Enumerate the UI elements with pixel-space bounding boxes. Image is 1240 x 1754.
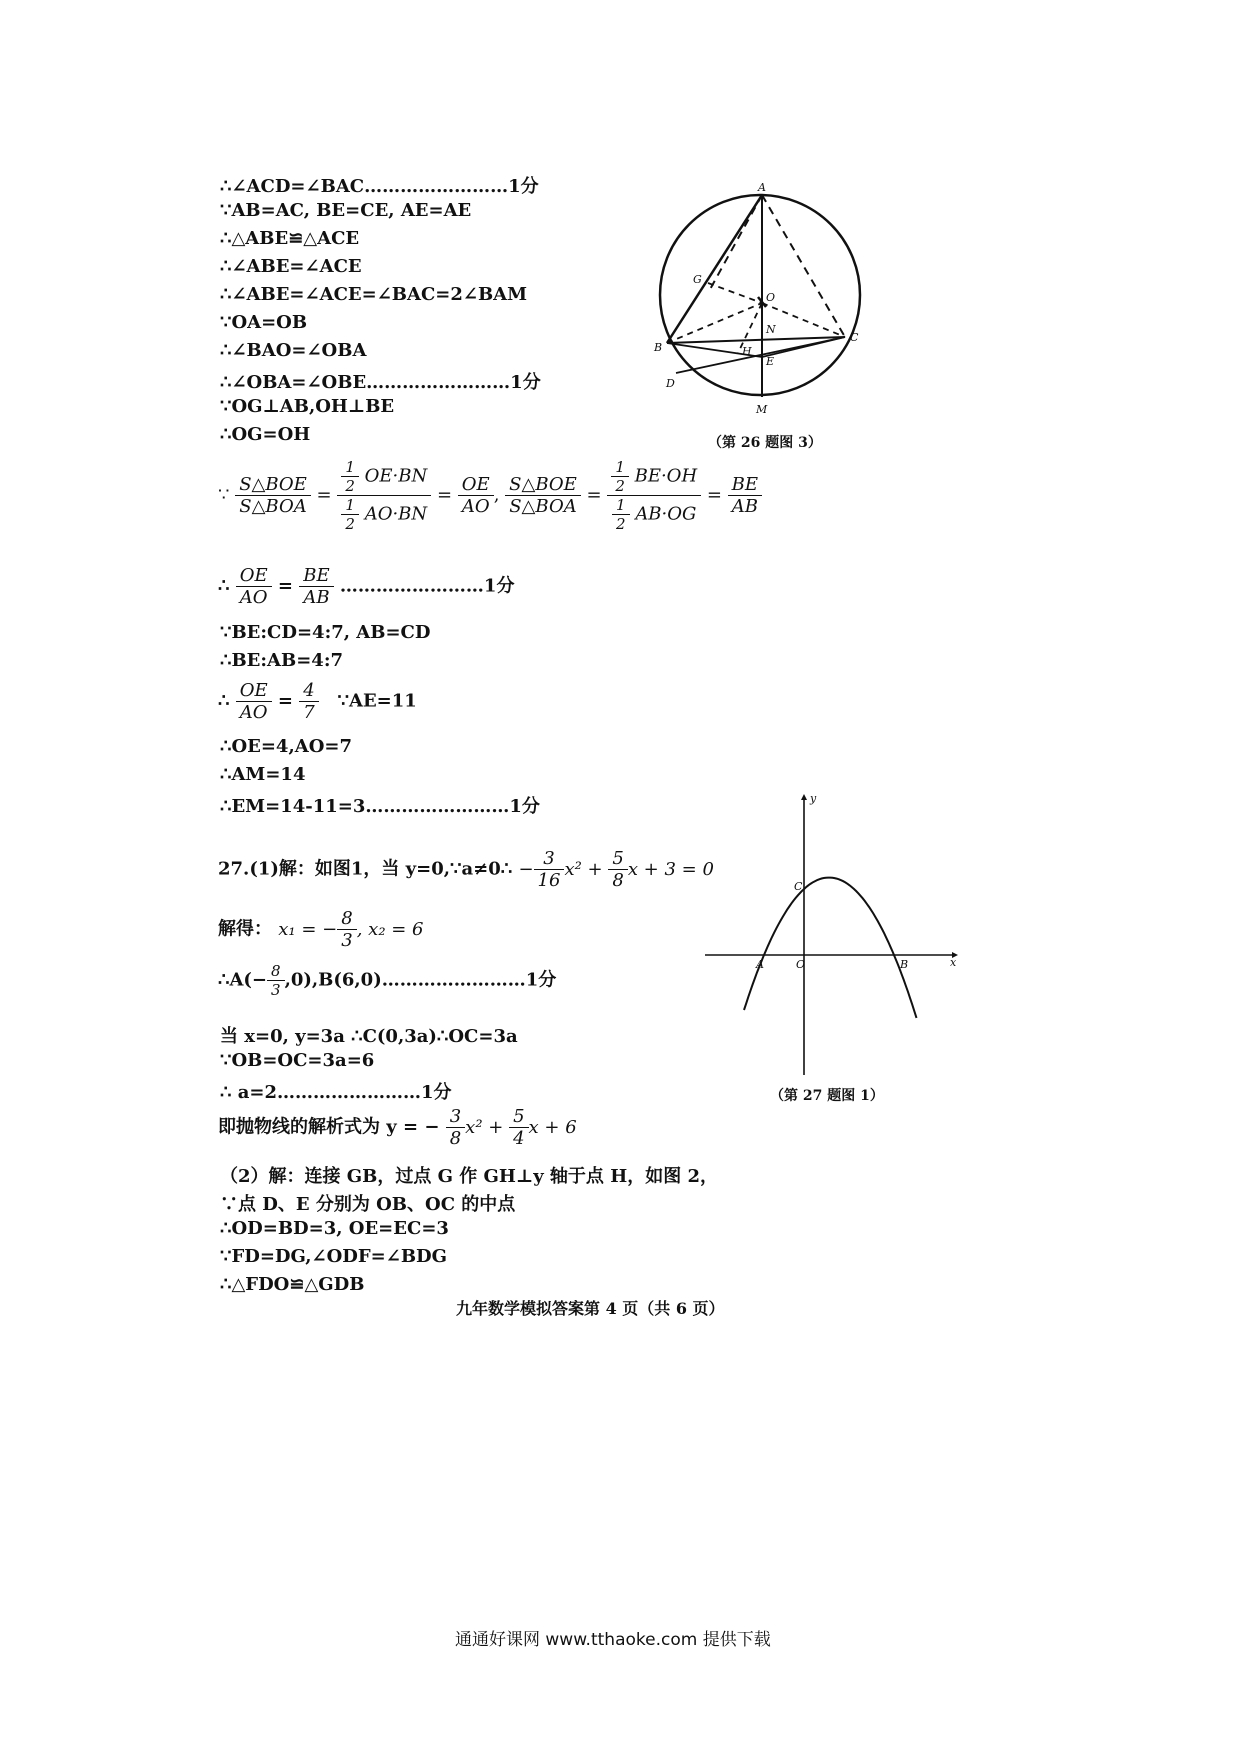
proof-line: ∵点 D、E 分别为 OB、OC 的中点 (220, 1194, 516, 1215)
proof-line: ∴BE:AB=4:7 (220, 650, 343, 671)
point-label-E: E (766, 355, 775, 368)
axis-label-x: x (950, 956, 957, 969)
proof-line: ∵AB=AC, BE=CE, AE=AE (220, 200, 472, 221)
area-ratio-equation: ∵ $\frac{\text{S△BOE}}{\text{S△BOA}}$ = $\frac{1}{2}$ OE·BN $\frac{1}{2}$ AO·BN = $\frac{OE}{AO}$ , $\frac{\text{S△BOE}}{\text{S△BOA}}$ = $\frac{1}{2}$ BE·OH $\frac{1}{2}$ AB·OG = $\frac{BE}{AB}$ (218, 458, 762, 533)
figure-27-caption: （第 27 题图 1） (770, 1088, 884, 1104)
proof-line: ∵BE:CD=4:7, AB=CD (220, 622, 431, 643)
proof-line: ∴EM=14-11=3……………………1分 (220, 796, 540, 817)
proof-line: ∴∠ABE=∠ACE (220, 256, 362, 277)
proof-line: ∴∠OBA=∠OBE……………………1分 (220, 372, 541, 393)
ratio-line: ∴ $\frac{OE}{AO}$ = $\frac{BE}{AB}$ ……………………1分 (218, 565, 515, 608)
point-label-A: A (758, 181, 766, 194)
because-symbol: ∵ (218, 484, 230, 506)
point-label-C: C (850, 331, 859, 344)
proof-line: （2）解：连接 GB，过点 G 作 GH⊥y 轴于点 H，如图 2， (220, 1166, 718, 1187)
axis-label-y: y (810, 792, 817, 805)
page-footer: 九年数学模拟答案第 4 页（共 6 页） (456, 1299, 725, 1318)
figure-26-caption: （第 26 题图 3） (708, 435, 822, 451)
proof-line: ∴OG=OH (220, 424, 311, 445)
proof-line: ∴△FDO≌△GDB (220, 1274, 365, 1295)
parabola-expression: 即抛物线的解析式为 y = − $\frac{3}{8}$ x² + $\frac{5}{4}$ x + 6 (218, 1106, 577, 1149)
proof-line: ∴OE=4,AO=7 (220, 736, 352, 757)
proof-line: ∵OG⊥AB,OH⊥BE (220, 396, 395, 417)
point-label-G: G (693, 273, 702, 286)
q27-solution: 解得： x₁ = − $\frac{8}{3}$ , x₂ = 6 (218, 908, 424, 951)
point-label-O: O (766, 291, 776, 304)
fraction: $\frac{BE}{AB}$ (728, 474, 762, 517)
fraction: $\frac{1}{2}$ BE·OH $\frac{1}{2}$ AB·OG (607, 458, 701, 533)
q27-points: ∴A(− $\frac{8}{3}$ ,0),B(6,0)……………………1分 (218, 962, 557, 999)
proof-line: ∵OA=OB (220, 312, 308, 333)
proof-line: ∴AM=14 (220, 764, 306, 785)
proof-line: ∴OD=BD=3, OE=EC=3 (220, 1218, 449, 1239)
fraction: $\frac{\text{S△BOE}}{\text{S△BOA}}$ (505, 474, 581, 517)
watermark-text: 通通好课网 www.tthaoke.com 提供下载 (455, 1630, 771, 1650)
ratio-line-2: ∴ $\frac{OE}{AO}$ = $\frac{4}{7}$ ∵AE=11 (218, 680, 417, 723)
proof-line: 当 x=0, y=3a ∴C(0,3a)∴OC=3a (220, 1026, 518, 1047)
proof-line: ∴ a=2……………………1分 (220, 1082, 452, 1103)
q27-intro: 27.(1)解：如图1，当 y=0,∵a≠0∴ − $\frac{3}{16}$ x² + $\frac{5}{8}$ x + 3 = 0 (218, 848, 714, 891)
figure-27-parabola-graph (700, 790, 960, 1080)
fraction: $\frac{\text{S△BOE}}{\text{S△BOA}}$ (235, 474, 311, 517)
proof-line: ∵FD=DG,∠ODF=∠BDG (220, 1246, 448, 1267)
proof-line: ∵OB=OC=3a=6 (220, 1050, 375, 1071)
fraction: $\frac{1}{2}$ OE·BN $\frac{1}{2}$ AO·BN (337, 458, 431, 533)
point-label-B: B (900, 958, 909, 971)
point-label-N: N (766, 323, 776, 336)
fraction: $\frac{OE}{AO}$ (458, 474, 494, 517)
point-label-H: H (742, 345, 752, 358)
point-label-M: M (756, 403, 768, 416)
proof-line: ∴∠BAO=∠OBA (220, 340, 367, 361)
point-label-B: B (654, 341, 663, 354)
figure-26-circle-diagram (650, 175, 890, 430)
parabola-curve (744, 878, 917, 1018)
point-label-C: C (794, 880, 803, 893)
point-label-A: A (756, 958, 764, 971)
point-label-D: D (666, 377, 675, 390)
point-label-O: O (796, 958, 806, 971)
proof-line: ∴△ABE≌△ACE (220, 228, 360, 249)
proof-line: ∴∠ABE=∠ACE=∠BAC=2∠BAM (220, 284, 528, 305)
proof-line: ∴∠ACD=∠BAC……………………1分 (220, 176, 539, 197)
